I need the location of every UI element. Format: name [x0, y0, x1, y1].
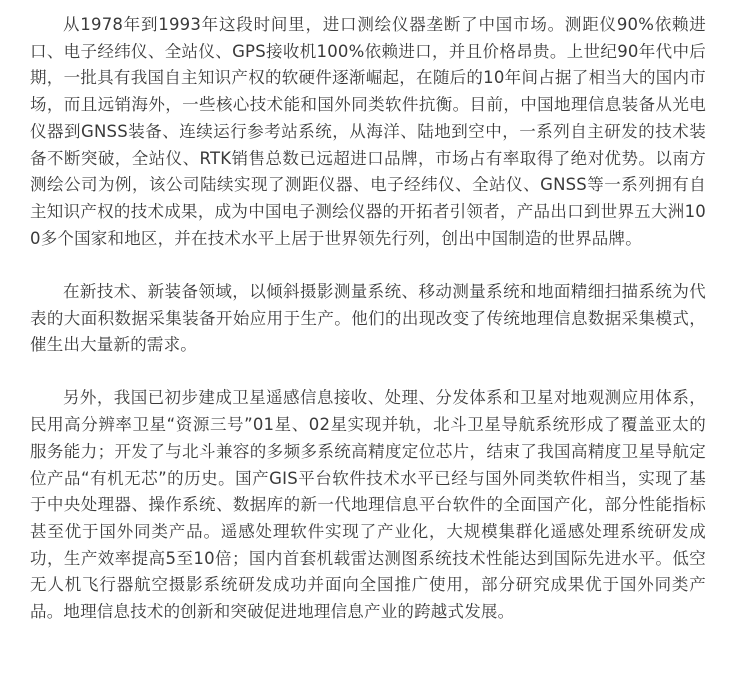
paragraph-history: 从1978年到1993年这段时间里，进口测绘仪器垄断了中国市场。测距仪90%依赖进口、电子经纬仪、全站仪、GPS接收机100%依赖进口，并且价格昂贵。上世纪90年代中后期，一批具有我国自主知识产权的软硬件逐渐崛起，在随后的10年间占据了相当大的国内市场，而且远销海外，一些核心技术能和国外同类软件抗衡。目前，中国地理信息装备从光电仪器到GNSS装备、连续运行参考站系统，从海洋、陆地到空中，一系列自主研发的技术装备不断突破，全站仪、RTK销售总数已远超进口品牌，市场占有率取得了绝对优势。以南方测绘公司为例，该公司陆续实现了测距仪器、电子经纬仪、全站仪、GNSS等一系列拥有自主知识产权的技术成果，成为中国电子测绘仪器的开拓者引领者，产品出口到世界五大洲100多个国家和地区，并在技术水平上居于世界领先行列，创出中国制造的世界品牌。: [30, 15, 706, 248]
paragraph-satellite-and-software: 另外，我国已初步建成卫星遥感信息接收、处理、分发体系和卫星对地观测应用体系，民用高分辨率卫星“资源三号”01星、02星实现并轨，北斗卫星导航系统形成了覆盖亚太的服务能力；开发了与北斗兼容的多频多系统高精度定位芯片，结束了我国高精度卫星导航定位产品“有机无芯”的历史。国产GIS平台软件技术水平已经与国外同类软件相当，实现了基于中央处理器、操作系统、数据库的新一代地理信息平台软件的全面国产化，部分性能指标甚至优于国外同类产品。遥感处理软件实现了产业化，大规模集群化遥感处理系统研发成功，生产效率提高5至10倍；国内首套机载雷达测图系统技术性能达到国际先进水平。低空无人机飞行器航空摄影系统研发成功并面向全国推广使用，部分研究成果优于国外同类产品。地理信息技术的创新和突破促进地理信息产业的跨越式发展。: [30, 388, 706, 622]
paragraph-new-equipment: 在新技术、新装备领域，以倾斜摄影测量系统、移动测量系统和地面精细扫描系统为代表的大面积数据采集装备开始应用于生产。他们的出现改变了传统地理信息数据采集模式，催生出大量新的需求。: [30, 281, 706, 355]
